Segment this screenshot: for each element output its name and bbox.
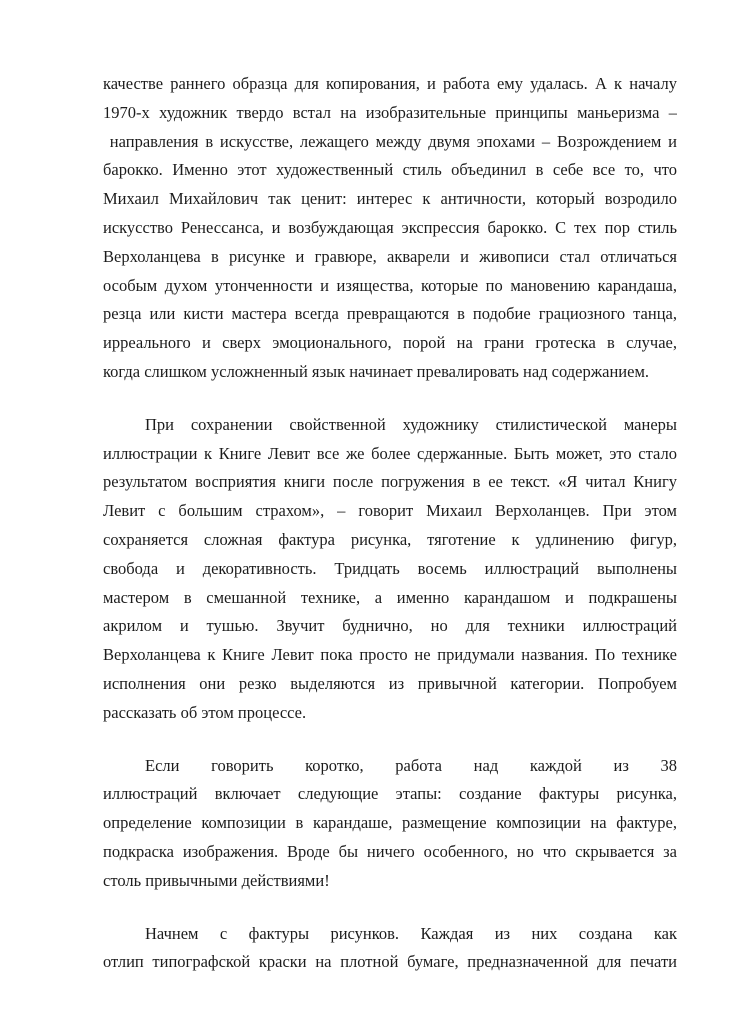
- text-line: Начнем с фактуры рисунков. Каждая из них создана как: [145, 923, 677, 943]
- text-line: мастером в смешанной технике, а именно карандашом и подкрашены: [103, 587, 677, 607]
- text-line: отлип типографской краски на плотной бумаге, предназначенной для печати: [103, 952, 677, 972]
- paragraph: [103, 920, 677, 978]
- document-content: [103, 70, 677, 977]
- paragraph: [103, 752, 677, 896]
- paragraph: [103, 411, 677, 728]
- text-line: Верхоланцева в рисунке и гравюре, акварели и живописи стал отличаться: [103, 246, 677, 266]
- text-line: подкраска изображения. Вроде бы ничего особенного, но что скрывается за: [103, 841, 677, 861]
- text-line: рассказать об этом процессе.: [103, 702, 307, 722]
- text-line: когда слишком усложненный язык начинает превалировать над содержанием.: [103, 361, 650, 381]
- text-line: резца или кисти мастера всегда превращаются в подобие грациозного танца,: [103, 304, 677, 324]
- text-line: Если говорить коротко, работа над каждой из 38: [145, 755, 677, 775]
- text-line: иллюстрации к Книге Левит все же более сдержанные. Быть может, это стало: [103, 443, 677, 463]
- text-line: Михаил Михайлович так ценит: интерес к античности, который возродило: [103, 189, 677, 209]
- text-line: результатом восприятия книги после погружения в ее текст. «Я читал Книгу: [103, 472, 677, 492]
- text-line: иллюстраций включает следующие этапы: создание фактуры рисунка,: [103, 784, 677, 804]
- text-line: столь привычными действиями!: [103, 870, 330, 890]
- text-line: искусство Ренессанса, и возбуждающая экспрессия барокко. С тех пор стиль: [103, 217, 677, 237]
- text-line: определение композиции в карандаше, размещение композиции на фактуре,: [103, 813, 677, 833]
- text-line: Левит с большим страхом», – говорит Михаил Верхоланцев. При этом: [103, 501, 677, 521]
- text-line: При сохранении свойственной художнику стилистической манеры: [145, 414, 677, 434]
- text-line: Верхоланцева к Книге Левит пока просто не придумали названия. По технике: [103, 645, 677, 665]
- paragraph: [103, 70, 677, 387]
- text-line: особым духом утонченности и изящества, которые по мановению карандаша,: [103, 275, 677, 295]
- text-line: исполнения они резко выделяются из привычной категории. Попробуем: [103, 673, 677, 693]
- text-line: барокко. Именно этот художественный стиль объединил в себе все то, что: [103, 160, 677, 180]
- text-line: направления в искусстве, лежащего между двумя эпохами – Возрождением и: [103, 131, 677, 151]
- text-line: качестве раннего образца для копирования, и работа ему удалась. А к началу: [103, 74, 677, 93]
- text-line: свобода и декоративность. Тридцать восемь иллюстраций выполнены: [103, 558, 677, 578]
- text-line: ирреального и сверх эмоционального, порой на грани гротеска в случае,: [103, 333, 677, 353]
- text-line: 1970-х художник твердо встал на изобразительные принципы маньеризма –: [103, 102, 677, 122]
- text-line: сохраняется сложная фактура рисунка, тяготение к удлинению фигур,: [103, 529, 677, 549]
- text-line: акрилом и тушью. Звучит буднично, но для техники иллюстраций: [103, 616, 677, 636]
